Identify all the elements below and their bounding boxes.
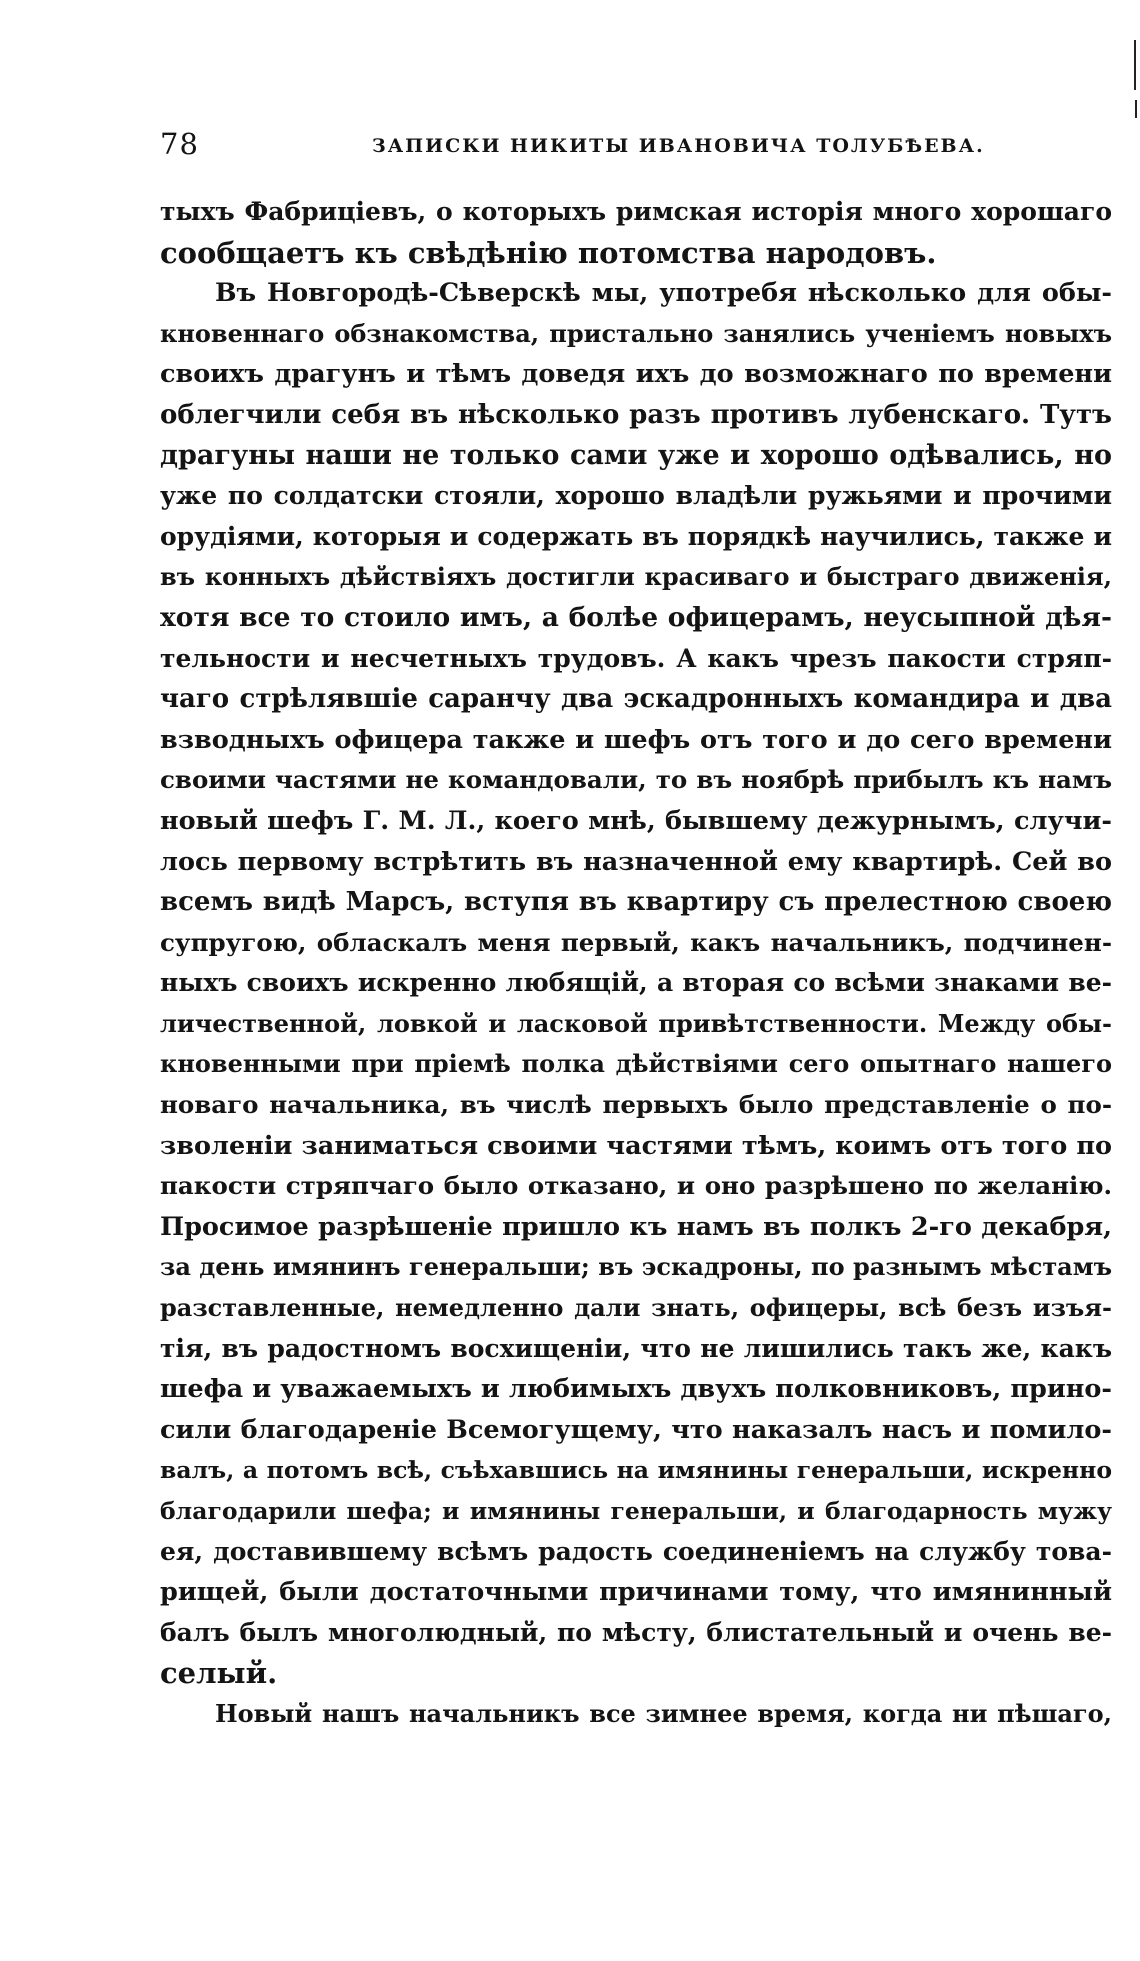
text-line: супругою, обласкалъ меня первый, какъ начальникъ, подчинен-	[160, 927, 1112, 957]
text-line: тія, въ радостномъ восхищеніи, что не лишились такъ же, какъ	[160, 1333, 1112, 1363]
text-line: лось первому встрѣтить въ назначенной ему квартирѣ. Сей во	[160, 846, 1112, 877]
text-line: чаго стрѣлявшіе саранчу два эскадронныхъ командира и два	[160, 684, 1112, 715]
text-line: пакости стряпчаго было отказано, и оно разрѣшено по желанію.	[160, 1171, 1112, 1201]
page-header	[160, 127, 1120, 167]
text-line: благодарили шефа; и имянины генеральши, и благодарность мужу	[160, 1497, 1112, 1525]
text-line: кновенными при пріемѣ полка дѣйствіями сего опытнаго нашего	[160, 1049, 1112, 1079]
text-line: валъ, а потомъ всѣ, съѣхавшись на имянины генеральши, искренно	[160, 1456, 1112, 1485]
running-title: ЗАПИСКИ НИКИТЫ ИВАНОВИЧА ТОЛУБѢЕВА.	[372, 135, 985, 157]
text-line: сообщаетъ къ свѣдѣнію потомства народовъ.	[160, 235, 937, 270]
body-text	[160, 192, 1112, 1735]
text-line: новаго начальника, въ числѣ первыхъ было представленіе о по-	[160, 1090, 1112, 1120]
text-line: уже по солдатски стояли, хорошо владѣли ружьями и прочими	[160, 481, 1112, 511]
text-line: за день имянинъ генеральши; въ эскадроны, по разнымъ мѣстамъ	[160, 1252, 1112, 1282]
text-line: балъ былъ многолюдный, по мѣсту, блистательный и очень ве-	[160, 1617, 1112, 1647]
text-line: всемъ видѣ Марсъ, вступя въ квартиру съ прелестною своею	[160, 887, 1112, 918]
text-line: въ конныхъ дѣйствіяхъ достигли красиваго и быстраго движенія,	[160, 562, 1112, 592]
text-line: новый шефъ Г. М. Л., коего мнѣ, бывшему дежурнымъ, случи-	[160, 805, 1112, 836]
text-line: драгуны наши не только сами уже и хорошо одѣвались, но	[160, 439, 1112, 471]
text-line: кновеннаго обзнакомства, пристально занялись ученіемъ новыхъ	[160, 318, 1112, 348]
text-line: личественной, ловкой и ласковой привѣтственности. Между обы-	[160, 1008, 1112, 1038]
text-line: Въ Новгородѣ-Сѣверскѣ мы, употребя нѣсколько для обы-	[215, 278, 1112, 309]
text-line: облегчили себя въ нѣсколько разъ противъ лубенскаго. Тутъ	[160, 399, 1112, 430]
text-line: рищей, были достаточными причинами тому, что имянинный	[160, 1577, 1112, 1608]
page-edge-tick	[1135, 100, 1137, 118]
text-line: шефа и уважаемыхъ и любимыхъ двухъ полковниковъ, прино-	[160, 1374, 1112, 1405]
page-number: 78	[160, 127, 199, 161]
text-line: Новый нашъ начальникъ все зимнее время, когда ни пѣшаго,	[215, 1698, 1112, 1728]
text-line: хотя все то стоило имъ, а болѣе офицерамъ, неусыпной дѣя-	[160, 601, 1112, 633]
text-line: селый.	[160, 1656, 278, 1691]
text-line: ныхъ своихъ искренно любящій, а вторая со всѣми знаками ве-	[160, 968, 1112, 998]
text-line: разставленные, немедленно дали знать, офицеры, всѣ безъ изъя-	[160, 1293, 1112, 1323]
text-line: тыхъ Фабриціевъ, о которыхъ римская исторія много хорошаго	[160, 197, 1112, 226]
text-line: орудіями, которыя и содержать въ порядкѣ научились, также и	[160, 521, 1112, 551]
text-line: зволеніи заниматься своими частями тѣмъ, коимъ отъ того по	[160, 1130, 1112, 1161]
text-line: ея, доставившему всѣмъ радость соединеніемъ на службу това-	[160, 1536, 1112, 1566]
text-line: сили благодареніе Всемогущему, что наказалъ насъ и помило-	[160, 1414, 1112, 1445]
text-line: своими частями не командовали, то въ ноябрѣ прибылъ къ намъ	[160, 765, 1112, 795]
text-line: своихъ драгунъ и тѣмъ доведя ихъ до возможнаго по времени	[160, 359, 1112, 390]
text-line: Просимое разрѣшеніе пришло къ намъ въ полкъ 2-го декабря,	[160, 1211, 1112, 1242]
text-line: тельности и несчетныхъ трудовъ. А какъ чрезъ пакости стряп-	[160, 643, 1112, 673]
text-line: взводныхъ офицера также и шефъ отъ того и до сего времени	[160, 724, 1112, 755]
page-edge-mark	[1134, 40, 1136, 90]
